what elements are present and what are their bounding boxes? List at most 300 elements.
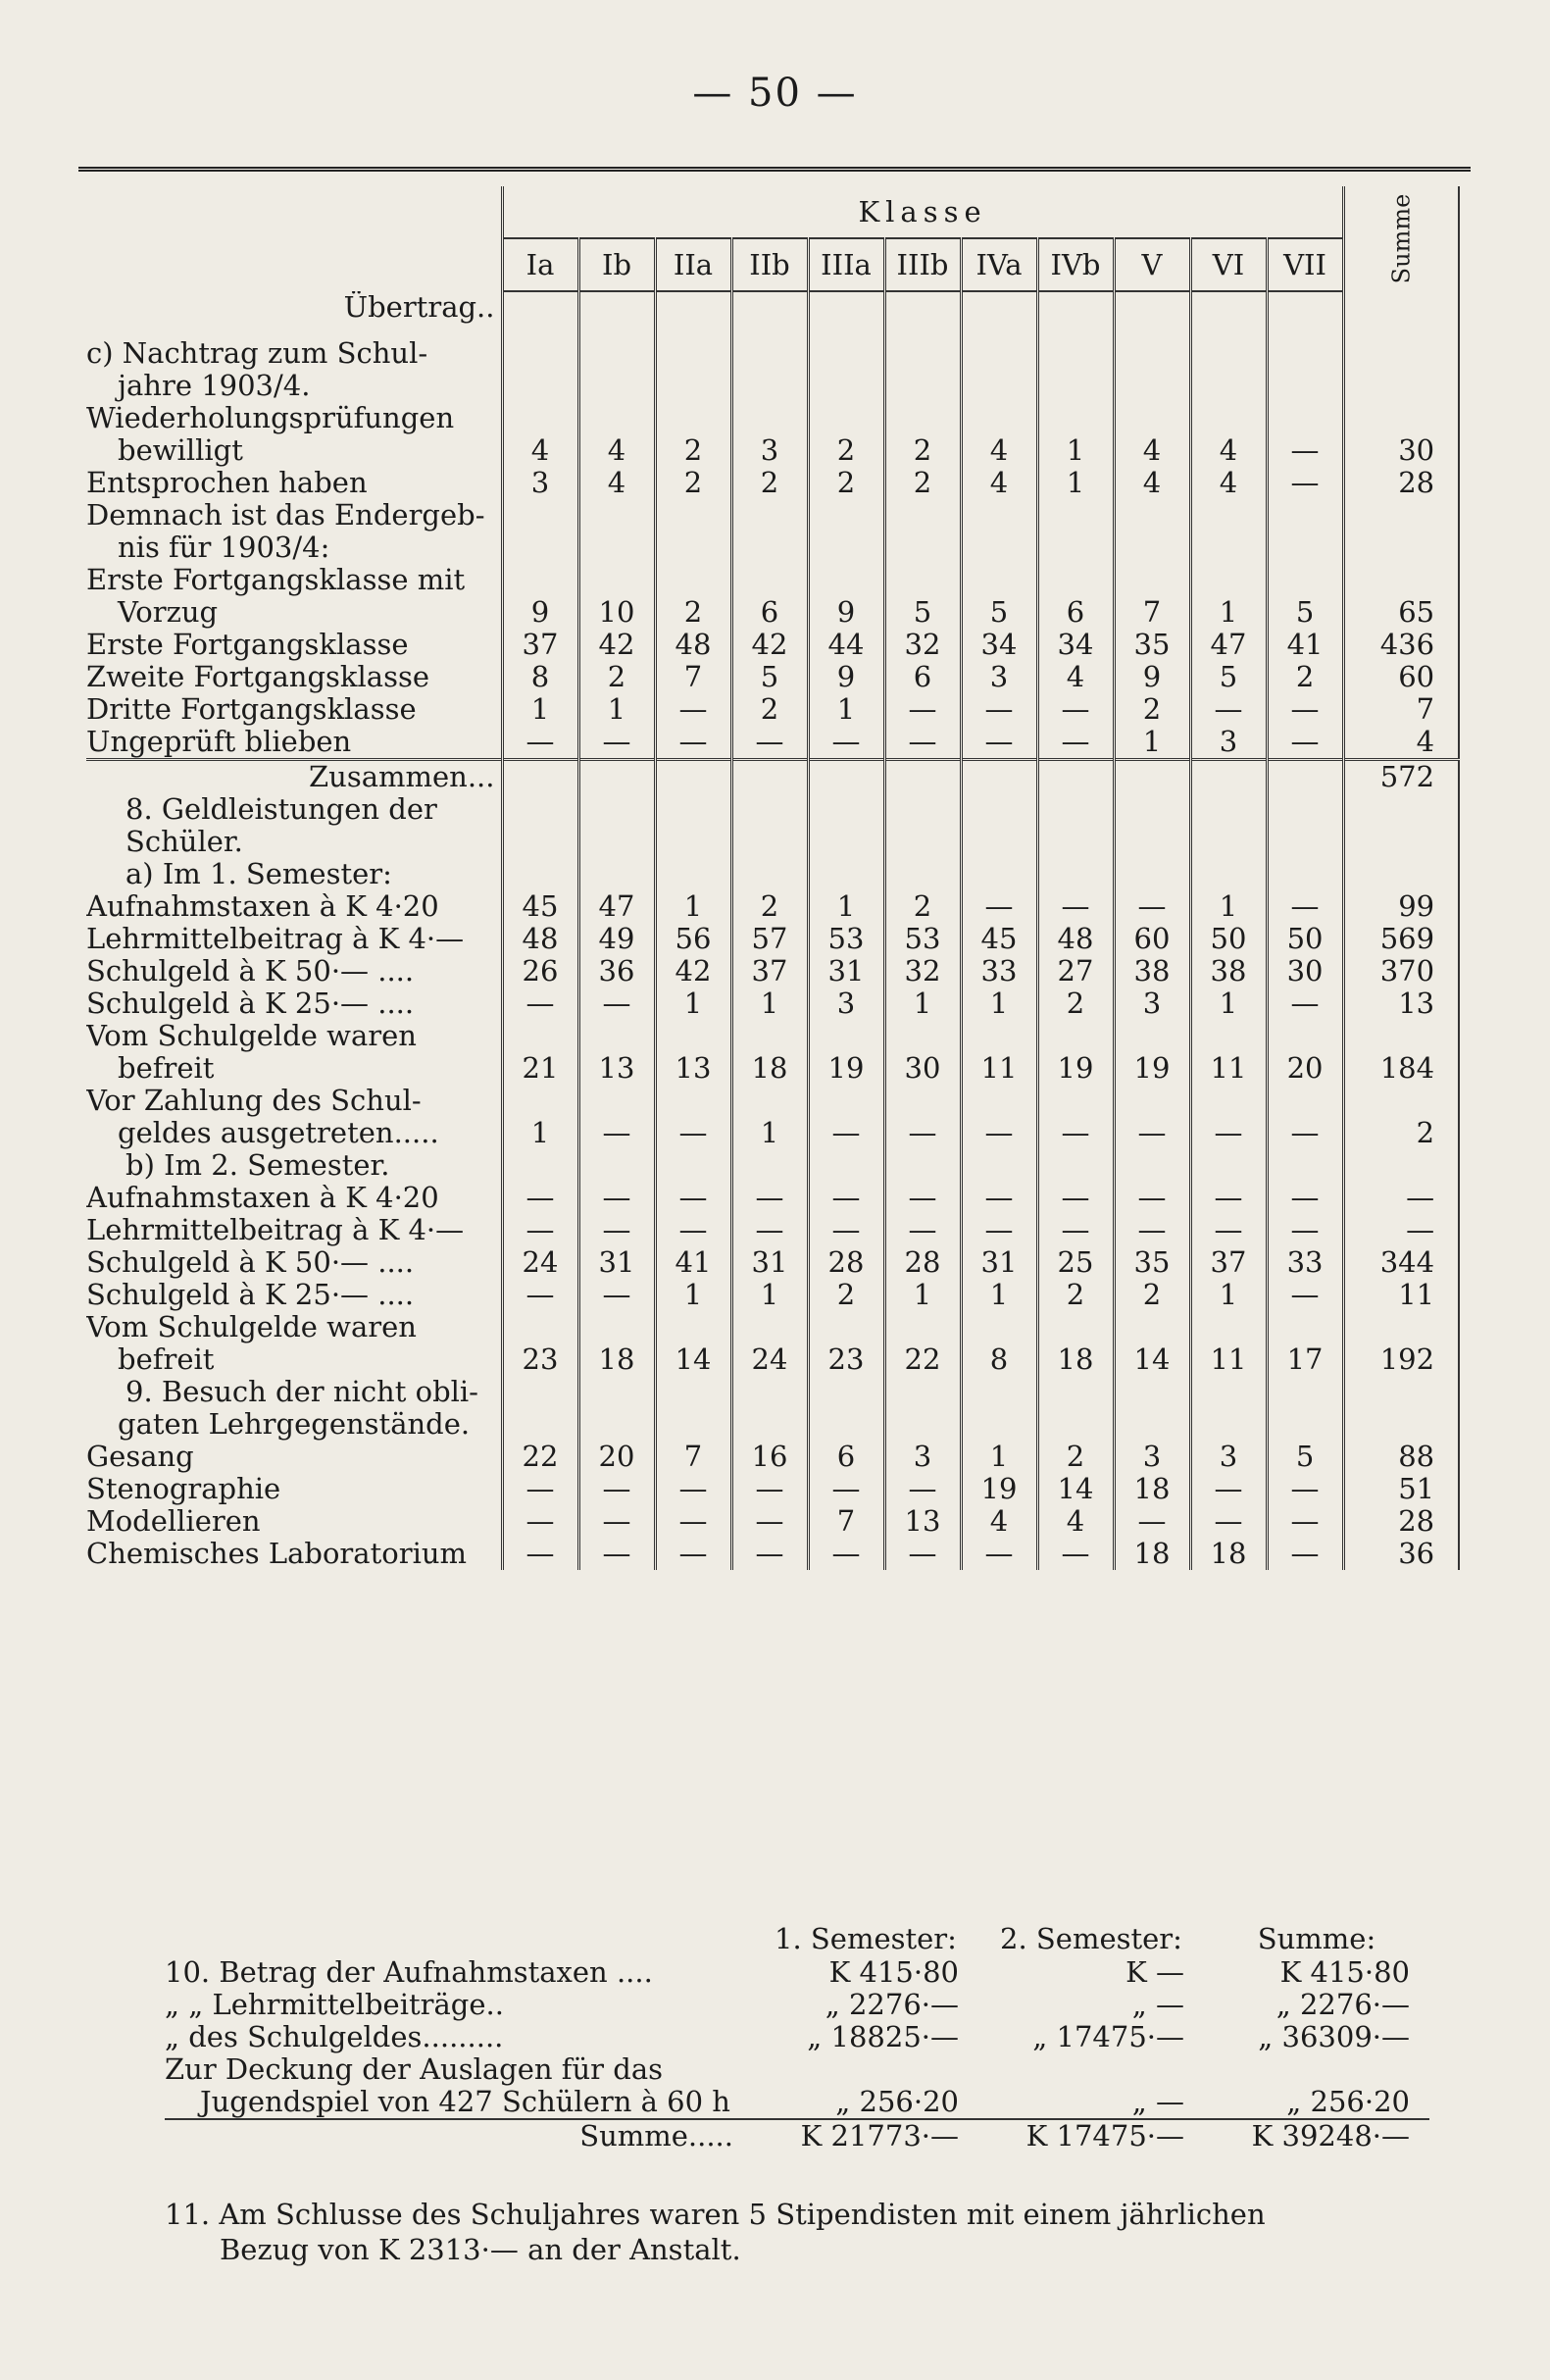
cell-value bbox=[961, 793, 1037, 826]
cell-value bbox=[1267, 291, 1343, 324]
cell-value bbox=[502, 760, 578, 794]
cell-value bbox=[1114, 1408, 1190, 1441]
cell-value: — bbox=[1190, 1182, 1267, 1214]
row-sum: — bbox=[1343, 1214, 1459, 1246]
cell-value: 1 bbox=[655, 987, 731, 1020]
cell-value: 1 bbox=[961, 1279, 1037, 1311]
cell-value: 14 bbox=[655, 1343, 731, 1376]
cell-value bbox=[655, 499, 731, 532]
klasse-header: Klasse bbox=[502, 186, 1343, 238]
cell-value: 22 bbox=[502, 1441, 578, 1473]
class-header: IIIa bbox=[808, 238, 884, 291]
row-sum bbox=[1343, 499, 1459, 532]
cell-value bbox=[1114, 826, 1190, 858]
cell-value: 20 bbox=[1267, 1052, 1343, 1085]
row-label: bewilligt bbox=[118, 434, 243, 467]
cell-value: — bbox=[884, 726, 961, 760]
cell-value: 24 bbox=[731, 1343, 808, 1376]
cell-value: 1 bbox=[655, 1279, 731, 1311]
cell-value: 9 bbox=[808, 661, 884, 693]
class-header: IIIb bbox=[884, 238, 961, 291]
cell-value: — bbox=[961, 890, 1037, 923]
cell-value bbox=[1037, 1311, 1114, 1343]
cell-value bbox=[502, 1311, 578, 1343]
row-label: befreit bbox=[118, 1052, 215, 1085]
cell-value bbox=[884, 1149, 961, 1182]
cell-value: 6 bbox=[731, 596, 808, 629]
row-label: Schulgeld à K 25·— .... bbox=[86, 987, 415, 1020]
cell-value bbox=[1190, 793, 1267, 826]
row-sum: 99 bbox=[1343, 890, 1459, 923]
cell-value: — bbox=[884, 1182, 961, 1214]
cell-value: — bbox=[1037, 1538, 1114, 1570]
cell-value: 33 bbox=[961, 955, 1037, 987]
row-label: gaten Lehrgegenstände. bbox=[118, 1408, 471, 1441]
cell-value bbox=[578, 1376, 655, 1408]
fee-summary-value: „ 18825·— bbox=[807, 2020, 959, 2053]
fee-summary-row bbox=[165, 1956, 1429, 1989]
cell-value: 23 bbox=[502, 1343, 578, 1376]
cell-value bbox=[808, 858, 884, 890]
cell-value: 1 bbox=[731, 987, 808, 1020]
heading-row bbox=[86, 1020, 1459, 1052]
cell-value: 10 bbox=[578, 596, 655, 629]
cell-value bbox=[502, 1376, 578, 1408]
cell-value: 2 bbox=[578, 661, 655, 693]
cell-value bbox=[731, 499, 808, 532]
table-row bbox=[86, 467, 1459, 499]
cell-value: 28 bbox=[808, 1246, 884, 1279]
cell-value bbox=[1267, 564, 1343, 596]
cell-value: 6 bbox=[1037, 596, 1114, 629]
heading-row bbox=[86, 291, 1459, 324]
cell-value bbox=[1267, 402, 1343, 434]
row-sum bbox=[1343, 1311, 1459, 1343]
cell-value bbox=[731, 858, 808, 890]
cell-value: — bbox=[961, 1117, 1037, 1149]
cell-value: 44 bbox=[808, 629, 884, 661]
cell-value: 18 bbox=[1114, 1473, 1190, 1505]
cell-value: 1 bbox=[731, 1117, 808, 1149]
cell-value: — bbox=[731, 1505, 808, 1538]
cell-value: — bbox=[578, 1214, 655, 1246]
cell-value bbox=[1190, 564, 1267, 596]
cell-value bbox=[1190, 1085, 1267, 1117]
row-label: Erste Fortgangsklasse bbox=[86, 629, 409, 661]
cell-value: — bbox=[731, 1538, 808, 1570]
cell-value: 32 bbox=[884, 955, 961, 987]
cell-value: 3 bbox=[961, 661, 1037, 693]
cell-value bbox=[1114, 1311, 1190, 1343]
table-row bbox=[86, 596, 1459, 629]
cell-value: 3 bbox=[502, 467, 578, 499]
table-row bbox=[86, 661, 1459, 693]
cell-value: 30 bbox=[884, 1052, 961, 1085]
cell-value: — bbox=[578, 1473, 655, 1505]
cell-value: — bbox=[884, 1473, 961, 1505]
cell-value: 2 bbox=[884, 434, 961, 467]
cell-value: — bbox=[655, 1214, 731, 1246]
row-label: b) Im 2. Semester. bbox=[125, 1149, 390, 1182]
cell-value bbox=[1037, 370, 1114, 402]
cell-value bbox=[578, 793, 655, 826]
cell-value: — bbox=[1190, 1117, 1267, 1149]
fee-summary-column-header: 2. Semester: bbox=[1000, 1922, 1182, 1955]
cell-value: 7 bbox=[655, 661, 731, 693]
row-sum bbox=[1343, 826, 1459, 858]
heading-row bbox=[86, 402, 1459, 434]
row-label: Aufnahmstaxen à K 4·20 bbox=[86, 890, 439, 923]
cell-value: — bbox=[808, 726, 884, 760]
cell-value bbox=[502, 337, 578, 370]
cell-value: 50 bbox=[1267, 923, 1343, 955]
cell-value: — bbox=[1267, 1117, 1343, 1149]
heading-row bbox=[86, 532, 1459, 564]
row-sum bbox=[1343, 1149, 1459, 1182]
row-label: Demnach ist das Endergeb- bbox=[86, 499, 485, 532]
cell-value: 60 bbox=[1114, 923, 1190, 955]
cell-value: 3 bbox=[1190, 726, 1267, 760]
cell-value: — bbox=[655, 726, 731, 760]
cell-value: — bbox=[731, 726, 808, 760]
cell-value bbox=[578, 291, 655, 324]
cell-value: 5 bbox=[884, 596, 961, 629]
cell-value bbox=[1267, 1020, 1343, 1052]
row-sum bbox=[1343, 532, 1459, 564]
cell-value bbox=[1114, 858, 1190, 890]
cell-value: — bbox=[578, 1538, 655, 1570]
cell-value: 36 bbox=[578, 955, 655, 987]
cell-value bbox=[808, 1020, 884, 1052]
table-row bbox=[86, 1473, 1459, 1505]
row-sum: 60 bbox=[1343, 661, 1459, 693]
cell-value: — bbox=[961, 1214, 1037, 1246]
cell-value: 3 bbox=[731, 434, 808, 467]
fee-summary-value: „ 256·20 bbox=[1286, 2085, 1410, 2118]
row-sum bbox=[1343, 337, 1459, 370]
cell-value bbox=[655, 532, 731, 564]
cell-value: 1 bbox=[1037, 434, 1114, 467]
cell-value bbox=[884, 564, 961, 596]
cell-value: 2 bbox=[884, 467, 961, 499]
cell-value bbox=[808, 1311, 884, 1343]
cell-value bbox=[961, 564, 1037, 596]
cell-value bbox=[655, 858, 731, 890]
cell-value bbox=[502, 1149, 578, 1182]
cell-value bbox=[731, 1085, 808, 1117]
cell-value: — bbox=[502, 1538, 578, 1570]
cell-value: 13 bbox=[655, 1052, 731, 1085]
cell-value: — bbox=[884, 1214, 961, 1246]
cell-value bbox=[1037, 291, 1114, 324]
cell-value: — bbox=[808, 1117, 884, 1149]
cell-value: 3 bbox=[1114, 1441, 1190, 1473]
cell-value bbox=[1037, 793, 1114, 826]
cell-value: — bbox=[1114, 1505, 1190, 1538]
cell-value bbox=[502, 402, 578, 434]
cell-value: 1 bbox=[961, 987, 1037, 1020]
class-header: IIb bbox=[731, 238, 808, 291]
cell-value: 4 bbox=[961, 434, 1037, 467]
cell-value: 9 bbox=[502, 596, 578, 629]
stipend-note-line-2: Bezug von K 2313·— an der Anstalt. bbox=[220, 2233, 741, 2266]
cell-value bbox=[655, 1085, 731, 1117]
fee-summary-value: K 21773·— bbox=[753, 2119, 978, 2152]
cell-value bbox=[1114, 1376, 1190, 1408]
cell-value bbox=[1037, 564, 1114, 596]
cell-value bbox=[1267, 1149, 1343, 1182]
cell-value bbox=[578, 532, 655, 564]
row-label: Entsprochen haben bbox=[86, 467, 368, 499]
row-sum: 30 bbox=[1343, 434, 1459, 467]
cell-value bbox=[1267, 337, 1343, 370]
table-row bbox=[86, 1441, 1459, 1473]
cell-value: 2 bbox=[1114, 1279, 1190, 1311]
cell-value: — bbox=[655, 1182, 731, 1214]
cell-value bbox=[578, 402, 655, 434]
row-label: Vom Schulgelde waren bbox=[86, 1311, 417, 1343]
cell-value: — bbox=[1114, 1214, 1190, 1246]
fee-summary bbox=[165, 1922, 1420, 2152]
cell-value: 24 bbox=[502, 1246, 578, 1279]
cell-value: 32 bbox=[884, 629, 961, 661]
cell-value bbox=[1190, 1376, 1267, 1408]
cell-value: 34 bbox=[961, 629, 1037, 661]
cell-value bbox=[731, 370, 808, 402]
cell-value: 5 bbox=[961, 596, 1037, 629]
cell-value: 34 bbox=[1037, 629, 1114, 661]
cell-value: — bbox=[502, 1182, 578, 1214]
cell-value bbox=[502, 1085, 578, 1117]
row-label: Schulgeld à K 50·— .... bbox=[86, 955, 415, 987]
cell-value bbox=[1190, 532, 1267, 564]
page-number: — 50 — bbox=[692, 71, 858, 116]
cell-value bbox=[731, 760, 808, 794]
cell-value bbox=[1190, 337, 1267, 370]
cell-value: 5 bbox=[1190, 661, 1267, 693]
table-row bbox=[86, 629, 1459, 661]
cell-value: 1 bbox=[1190, 890, 1267, 923]
cell-value: — bbox=[1037, 890, 1114, 923]
cell-value bbox=[808, 402, 884, 434]
row-label: Ungeprüft blieben bbox=[86, 726, 352, 758]
cell-value bbox=[655, 337, 731, 370]
cell-value: 4 bbox=[578, 434, 655, 467]
cell-value bbox=[731, 1020, 808, 1052]
cell-value bbox=[1267, 1085, 1343, 1117]
cell-value bbox=[1037, 1149, 1114, 1182]
fee-summary-label: Summe..... bbox=[165, 2119, 753, 2152]
class-header: VI bbox=[1190, 238, 1267, 291]
cell-value bbox=[808, 564, 884, 596]
cell-value bbox=[1190, 370, 1267, 402]
row-sum: 569 bbox=[1343, 923, 1459, 955]
cell-value: — bbox=[1267, 726, 1343, 760]
cell-value bbox=[578, 858, 655, 890]
class-header: IVb bbox=[1037, 238, 1114, 291]
table-row bbox=[86, 434, 1459, 467]
cell-value: 17 bbox=[1267, 1343, 1343, 1376]
cell-value: 4 bbox=[1190, 467, 1267, 499]
table-row bbox=[86, 1246, 1459, 1279]
cell-value: — bbox=[1037, 693, 1114, 726]
cell-value: 7 bbox=[1114, 596, 1190, 629]
fee-summary-value bbox=[753, 2053, 978, 2086]
cell-value: 4 bbox=[961, 467, 1037, 499]
fee-summary-row bbox=[165, 2086, 1429, 2119]
cell-value bbox=[1037, 760, 1114, 794]
cell-value bbox=[1267, 499, 1343, 532]
cell-value bbox=[1114, 370, 1190, 402]
cell-value: — bbox=[1267, 434, 1343, 467]
row-label: befreit bbox=[118, 1343, 215, 1376]
cell-value bbox=[884, 1408, 961, 1441]
fee-summary-total-row bbox=[165, 2119, 1429, 2152]
row-label: Wiederholungsprüfungen bbox=[86, 402, 455, 434]
cell-value: 2 bbox=[731, 890, 808, 923]
cell-value bbox=[502, 291, 578, 324]
row-label: Vor Zahlung des Schul- bbox=[86, 1085, 422, 1117]
fee-summary-row bbox=[165, 2021, 1429, 2053]
cell-value bbox=[808, 532, 884, 564]
cell-value: 47 bbox=[1190, 629, 1267, 661]
cell-value bbox=[884, 499, 961, 532]
cell-value bbox=[1037, 337, 1114, 370]
fee-summary-value: K 415·80 bbox=[1279, 1955, 1410, 1989]
row-label: Stenographie bbox=[86, 1473, 281, 1505]
row-sum bbox=[1343, 370, 1459, 402]
fee-summary-row bbox=[165, 2053, 1429, 2086]
cell-value bbox=[1037, 1085, 1114, 1117]
cell-value: — bbox=[655, 693, 731, 726]
cell-value bbox=[1190, 1020, 1267, 1052]
class-header: IVa bbox=[961, 238, 1037, 291]
cell-value: — bbox=[884, 693, 961, 726]
cell-value: 9 bbox=[808, 596, 884, 629]
cell-value bbox=[1037, 532, 1114, 564]
cell-value bbox=[502, 532, 578, 564]
table-row bbox=[86, 923, 1459, 955]
cell-value: — bbox=[655, 1117, 731, 1149]
cell-value: 2 bbox=[1037, 987, 1114, 1020]
row-sum: 28 bbox=[1343, 1505, 1459, 1538]
fee-summary-value: K 17475·— bbox=[978, 2119, 1204, 2152]
cell-value bbox=[884, 337, 961, 370]
cell-value bbox=[961, 402, 1037, 434]
class-header: Ia bbox=[502, 238, 578, 291]
cell-value: 56 bbox=[655, 923, 731, 955]
heading-row bbox=[86, 337, 1459, 370]
cell-value bbox=[1037, 1376, 1114, 1408]
cell-value: 4 bbox=[502, 434, 578, 467]
cell-value bbox=[578, 826, 655, 858]
cell-value bbox=[884, 1020, 961, 1052]
cell-value bbox=[1267, 1408, 1343, 1441]
cell-value: 13 bbox=[884, 1505, 961, 1538]
cell-value: 14 bbox=[1037, 1473, 1114, 1505]
cell-value: 41 bbox=[655, 1246, 731, 1279]
cell-value: 2 bbox=[1037, 1441, 1114, 1473]
row-sum: 36 bbox=[1343, 1538, 1459, 1570]
cell-value: — bbox=[1267, 1214, 1343, 1246]
cell-value bbox=[731, 532, 808, 564]
class-header: V bbox=[1114, 238, 1190, 291]
statistics-body bbox=[86, 291, 1459, 1570]
row-label: 8. Geldleistungen der bbox=[125, 793, 437, 826]
cell-value: 18 bbox=[578, 1343, 655, 1376]
cell-value: — bbox=[502, 1473, 578, 1505]
cell-value: 4 bbox=[1114, 434, 1190, 467]
table-row bbox=[86, 1343, 1459, 1376]
heading-row bbox=[86, 1311, 1459, 1343]
cell-value bbox=[808, 1376, 884, 1408]
cell-value bbox=[578, 499, 655, 532]
cell-value bbox=[1267, 826, 1343, 858]
row-label: c) Nachtrag zum Schul- bbox=[86, 337, 428, 370]
cell-value: — bbox=[731, 1182, 808, 1214]
cell-value bbox=[655, 564, 731, 596]
cell-value: — bbox=[961, 1538, 1037, 1570]
row-label: Erste Fortgangsklasse mit bbox=[86, 564, 466, 596]
cell-value bbox=[1037, 402, 1114, 434]
cell-value: 3 bbox=[808, 987, 884, 1020]
row-sum: 4 bbox=[1343, 726, 1459, 760]
cell-value: 2 bbox=[655, 467, 731, 499]
cell-value: — bbox=[1114, 1117, 1190, 1149]
cell-value bbox=[961, 1020, 1037, 1052]
cell-value: 1 bbox=[655, 890, 731, 923]
cell-value bbox=[1114, 760, 1190, 794]
fee-summary-value: K — bbox=[1125, 1955, 1184, 1989]
cell-value: 42 bbox=[655, 955, 731, 987]
row-sum: 370 bbox=[1343, 955, 1459, 987]
row-sum: 13 bbox=[1343, 987, 1459, 1020]
cell-value: 1 bbox=[1114, 726, 1190, 760]
cell-value: — bbox=[578, 987, 655, 1020]
cell-value: 1 bbox=[884, 1279, 961, 1311]
cell-value bbox=[731, 826, 808, 858]
cell-value: 1 bbox=[502, 693, 578, 726]
cell-value bbox=[808, 793, 884, 826]
cell-value bbox=[1114, 291, 1190, 324]
heading-row bbox=[86, 1376, 1459, 1408]
cell-value bbox=[578, 1020, 655, 1052]
row-sum bbox=[1343, 793, 1459, 826]
row-sum: 572 bbox=[1343, 760, 1459, 794]
cell-value: — bbox=[1267, 693, 1343, 726]
statistics-table bbox=[86, 186, 1460, 1570]
cell-value bbox=[884, 1311, 961, 1343]
cell-value: — bbox=[1267, 1505, 1343, 1538]
row-label: Vom Schulgelde waren bbox=[86, 1020, 417, 1052]
cell-value: 5 bbox=[1267, 596, 1343, 629]
cell-value: 19 bbox=[961, 1473, 1037, 1505]
cell-value: 28 bbox=[884, 1246, 961, 1279]
cell-value bbox=[731, 564, 808, 596]
row-sum bbox=[1343, 1020, 1459, 1052]
table-row bbox=[86, 1182, 1459, 1214]
cell-value: — bbox=[961, 1182, 1037, 1214]
cell-value bbox=[655, 1149, 731, 1182]
row-sum bbox=[1343, 1408, 1459, 1441]
row-sum: 192 bbox=[1343, 1343, 1459, 1376]
cell-value: 19 bbox=[1037, 1052, 1114, 1085]
cell-value bbox=[808, 826, 884, 858]
cell-value: 48 bbox=[1037, 923, 1114, 955]
table-row bbox=[86, 726, 1459, 760]
row-sum: 51 bbox=[1343, 1473, 1459, 1505]
cell-value: 30 bbox=[1267, 955, 1343, 987]
